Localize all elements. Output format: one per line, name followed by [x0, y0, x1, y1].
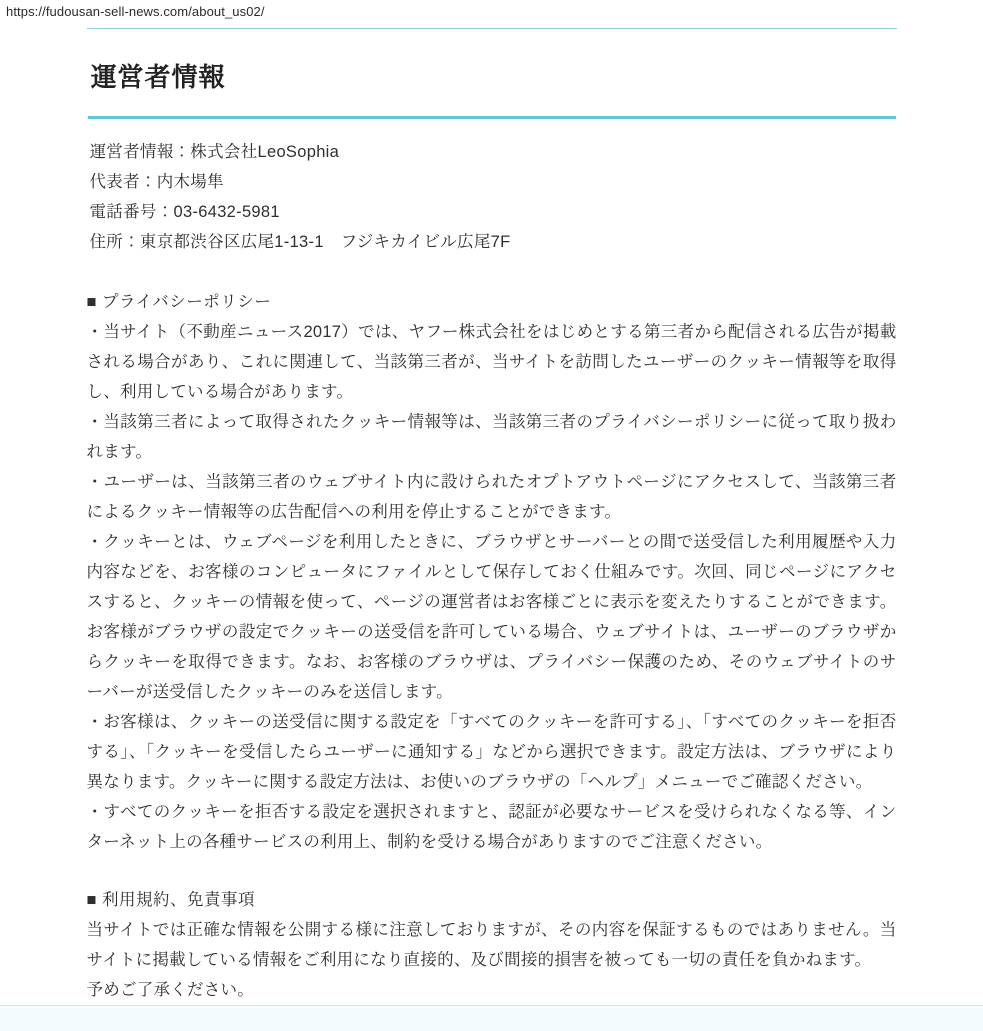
- section-heading: ■ プライバシーポリシー: [86, 293, 272, 311]
- url-text: https://fudousan-sell-news.com/about_us02/: [6, 4, 265, 19]
- section-heading: ■ 利用規約、免責事項: [86, 891, 256, 909]
- section-paragraph: ・ユーザーは、当該第三者のウェブサイト内に設けられたオプトアウトページにアクセスして、当該第三者によるクッキー情報等の広告配信への利用を停止することができます。: [86, 473, 897, 521]
- browser-url-bar[interactable]: [0, 0, 983, 28]
- section-paragraph: ・すべてのクッキーを拒否する設定を選択されますと、認証が必要なサービスを受けられなくなる等、インターネット上の各種サービスの利用上、制約を受ける場合がありますのでご注意ください。: [86, 803, 897, 851]
- page-title: 運営者情報: [90, 62, 226, 92]
- section-terms-of-use: [87, 885, 897, 1005]
- content-container: [87, 29, 897, 1005]
- section-paragraph: 予めご了承ください。: [86, 981, 254, 999]
- company-info-line: 住所：東京都渋谷区広尾1-13-1 フジキカイビル広尾7F: [89, 233, 511, 251]
- section-paragraph: ・お客様は、クッキーの送受信に関する設定を「すべてのクッキーを許可する」、「すべてのクッキーを拒否する」、「クッキーを受信したらユーザーに通知する」などから選択できます。設定方法は、ブラウザにより異なります。クッキーに関する設定方法は、お使いのブラウザの「ヘルプ」メニューでご確認ください。: [86, 713, 897, 791]
- section-spacer: [87, 857, 897, 885]
- section-privacy-policy: [87, 287, 897, 857]
- company-info-line: 運営者情報：株式会社LeoSophia: [89, 143, 340, 161]
- section-paragraph: ・当該第三者によって取得されたクッキー情報等は、当該第三者のプライバシーポリシーに従って取り扱われます。: [86, 413, 897, 461]
- company-info-line: 代表者：内木場隼: [89, 173, 224, 191]
- company-info-block: [87, 137, 897, 257]
- footer-band: [0, 1006, 983, 1031]
- title-underline: [88, 116, 896, 119]
- section-paragraph: 当サイトでは正確な情報を公開する様に注意しておりますが、その内容を保証するものではありません。当サイトに掲載している情報をご利用になり直接的、及び間接的損害を被っても一切の責任を負かねます。: [86, 921, 897, 969]
- section-paragraph: ・当サイト（不動産ニュース2017）では、ヤフー株式会社をはじめとする第三者から配信される広告が掲載される場合があり、これに関連して、当該第三者が、当サイトを訪問したユーザーのクッキー情報等を取得し、利用している場合があります。: [86, 323, 897, 401]
- section-spacer: [87, 257, 897, 287]
- section-paragraph: ・クッキーとは、ウェブページを利用したときに、ブラウザとサーバーとの間で送受信した利用履歴や入力内容などを、お客様のコンピュータにファイルとして保存しておく仕組みです。次回、同じページにアクセスすると、クッキーの情報を使って、ページの運営者はお客様ごとに表示を変えたりすることができます。お客様がブラウザの設定でクッキーの送受信を許可している場合、ウェブサイトは、ユーザーのブラウザからクッキーを取得できます。なお、お客様のブラウザは、プライバシー保護のため、そのウェブサイトのサーバーが送受信したクッキーのみを送信します。: [86, 533, 897, 701]
- company-info-line: 電話番号：03-6432-5981: [89, 203, 280, 221]
- document-page: [0, 29, 983, 1005]
